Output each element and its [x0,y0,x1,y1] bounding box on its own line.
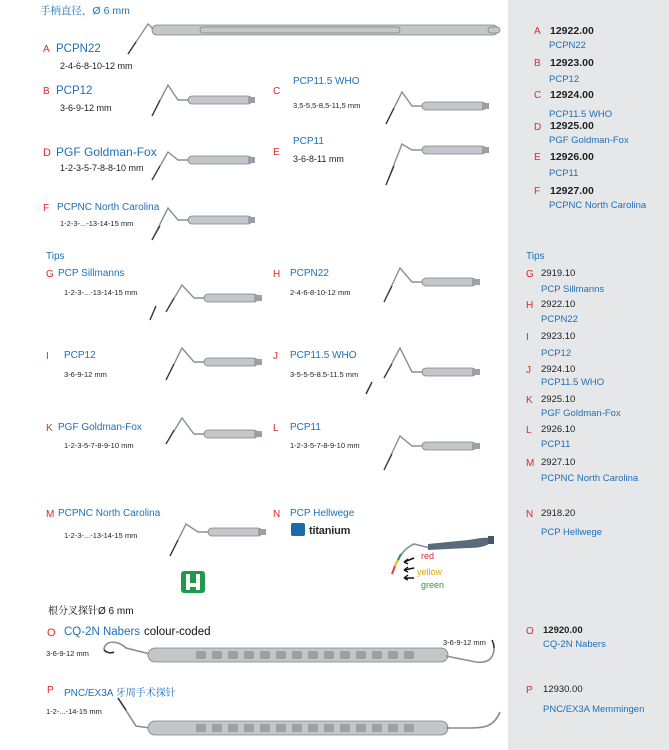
probe-d [152,152,255,180]
code-letter: D [534,122,542,133]
item-name: PCP12 [64,350,96,361]
code-name: PCP11.5 WHO [549,109,613,120]
order-code: 2925.10 [541,394,576,405]
probe-a [128,24,500,54]
code-name: PCP12 [549,74,580,85]
item-letter: P [47,685,54,696]
code-letter: N [526,509,534,520]
colour-red-label: red [421,551,435,561]
item-letter: E [273,147,280,158]
order-code: 2926.10 [541,424,576,435]
order-code: 2927.10 [541,457,576,468]
code-letter: M [526,458,535,469]
code-letter: L [526,425,532,436]
item-sizes: 1-2-3-...-13-14-15 mm [60,219,134,228]
item-sizes: 2-4-6-8-10-12 mm [290,288,351,297]
item-sizes: 3-6-8-11 mm [293,154,344,164]
colour-yellow-label: yellow [417,567,443,577]
titanium-brand: titanium [309,525,351,537]
code-letter: O [526,626,534,637]
item-suffix: colour-coded [144,626,211,638]
tips-label: Tips [46,251,65,262]
code-letter: A [534,26,541,37]
order-code: 12923.00 [550,57,594,69]
probe-b [152,85,255,116]
code-letter: B [534,58,541,69]
item-name: PCPNC North Carolina [58,508,161,519]
tip-g [150,285,262,320]
code-letter: J [526,365,531,376]
item-sizes: 1-2-3-...-13-14-15 mm [64,531,138,540]
code-letter: P [526,685,533,696]
tip-l [384,436,480,470]
item-letter: I [46,351,49,362]
order-code: 2919.10 [541,268,576,279]
item-sizes: 1-2-3-5-7-8-9-10 mm [290,441,360,450]
item-sizes-left: 1-2-...-14-15 mm [46,707,102,716]
item-letter: L [273,423,279,434]
item-sizes-right: 3-6-9-12 mm [443,638,486,647]
tip-k [166,418,262,444]
probe-f [152,208,255,240]
code-name: PCP12 [541,348,572,359]
colour-green-label: green [421,580,445,590]
item-sizes: 3-6-9-12 mm [60,103,112,113]
code-name: PCPNC North Carolina [541,473,639,484]
code-name: PCP11 [541,439,571,450]
item-name: PCP Hellwege [290,508,355,519]
item-letter: J [273,351,278,362]
item-letter: M [46,509,55,520]
order-code: 12927.00 [550,185,594,197]
green-logo-icon [180,570,206,594]
code-letter: I [526,332,529,343]
item-name: PCP12 [56,85,93,97]
item-sizes: 1-2-3-5-7-8-8-10 mm [60,163,144,173]
item-sizes-left: 3-6-9-12 mm [46,649,89,658]
order-code: 2922.10 [541,299,576,310]
code-name: CQ-2N Nabers [543,639,606,650]
item-sizes: 3-6-9-12 mm [64,370,107,379]
item-letter: K [46,423,53,434]
code-name: PCPN22 [549,40,586,51]
item-name: PNC/EX3A 牙周手术探针 [64,688,176,699]
item-sizes: 2-4-6-8-10-12 mm [60,61,133,71]
item-sizes: 1-2-3-...-13-14-15 mm [64,288,138,297]
code-letter: F [534,186,541,197]
order-code: 12925.00 [550,120,594,132]
code-name: PCP Sillmanns [541,284,605,295]
item-name: PCPN22 [290,268,329,279]
tip-i [166,348,262,380]
item-letter: N [273,509,281,520]
item-name: PCP Sillmanns [58,268,125,279]
item-letter: A [43,44,50,55]
item-name: PGF Goldman-Fox [56,145,157,159]
item-name: PCPN22 [56,43,101,55]
code-name: PCPNC North Carolina [549,200,647,211]
item-letter: F [43,203,50,214]
item-sizes: 1-2-3-5-7-8-9-10 mm [64,441,134,450]
code-name: PCP11.5 WHO [541,377,605,388]
code-name: PNC/EX3A Memmingen [543,704,645,715]
probe-p [118,698,500,735]
probe-o [104,640,494,662]
code-name: PCP11 [549,168,579,179]
order-code: 12920.00 [543,625,583,636]
order-code: 12924.00 [550,89,594,101]
order-code: 12930.00 [543,684,583,695]
item-name: PCP11 [293,136,324,147]
item-name: CQ-2N Nabers [64,626,141,638]
code-letter: G [526,269,534,280]
item-sizes: 3,5-5,5-8,5-11,5 mm [293,101,361,110]
order-code: 12926.00 [550,151,594,163]
section2-title: 根分叉探针Ø 6 mm [48,606,134,617]
order-code: 2923.10 [541,331,576,342]
item-name: PCP11.5 WHO [293,76,360,87]
item-letter: D [43,147,51,159]
probe-e [386,144,489,185]
probe-c [386,92,489,124]
page-title: 手柄直径，Ø 6 mm [40,5,130,17]
item-sizes: 3-5-5-5-8.5-11.5 mm [290,370,359,379]
item-letter: O [47,627,56,639]
code-name: PCPN22 [541,314,578,325]
code-name: PGF Goldman-Fox [549,135,629,146]
tip-m [170,524,266,556]
tip-n [392,536,494,580]
code-letter: K [526,395,533,406]
order-code: 2924.10 [541,364,576,375]
titanium-logo-icon [291,523,305,536]
code-name: PGF Goldman-Fox [541,408,621,419]
code-name: PCP Hellwege [541,527,603,538]
item-name: PCPNC North Carolina [57,202,160,213]
item-letter: H [273,269,281,280]
item-letter: B [43,86,50,97]
order-code: 2918.20 [541,508,576,519]
item-name: PCP11 [290,422,321,433]
sidebar-tips-label: Tips [526,251,545,262]
code-letter: C [534,90,542,101]
code-letter: H [526,300,534,311]
item-name: PGF Goldman-Fox [58,422,142,433]
code-letter: E [534,152,541,163]
order-code: 12922.00 [550,25,594,37]
tip-j [366,348,480,394]
item-name: PCP11.5 WHO [290,350,357,361]
item-letter: G [46,269,54,280]
tip-h [384,268,480,302]
item-letter: C [273,86,281,97]
